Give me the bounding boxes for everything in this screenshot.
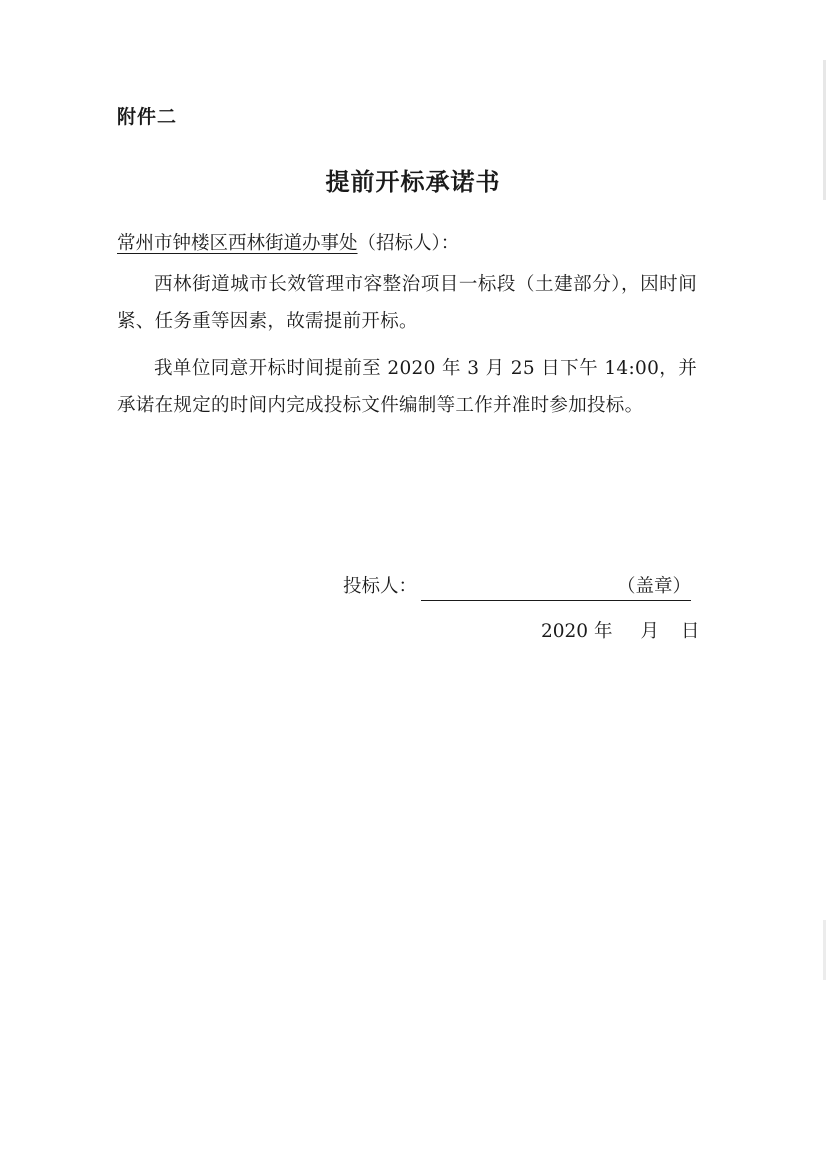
recipient-suffix: （招标人）： bbox=[357, 233, 460, 254]
body-paragraph-1: 西林街道城市长效管理市容整治项目一标段（土建部分），因时间紧、任务重等因素，故需提前开标。 bbox=[117, 274, 697, 332]
seal-label: （盖章） bbox=[617, 576, 692, 597]
attachment-label: 附件二 bbox=[117, 106, 178, 128]
date-day: 日 bbox=[680, 621, 700, 642]
signature-date bbox=[541, 617, 700, 643]
date-month: 月 bbox=[640, 621, 659, 642]
signature-line bbox=[421, 572, 691, 601]
bidder-signature-row bbox=[343, 572, 703, 601]
document-title: 提前开标承诺书 bbox=[325, 167, 501, 196]
recipient-name: 常州市钟楼区西林街道办事处 bbox=[117, 233, 358, 254]
date-year: 2020 年 bbox=[541, 621, 613, 642]
bidder-label: 投标人： bbox=[343, 576, 418, 597]
body-paragraph-2: 我单位同意开标时间提前至 2020 年 3 月 25 日下午 14:00，并承诺在规定的时间内完成投标文件编制等工作并准时参加投标。 bbox=[117, 358, 697, 416]
salutation bbox=[117, 229, 459, 255]
